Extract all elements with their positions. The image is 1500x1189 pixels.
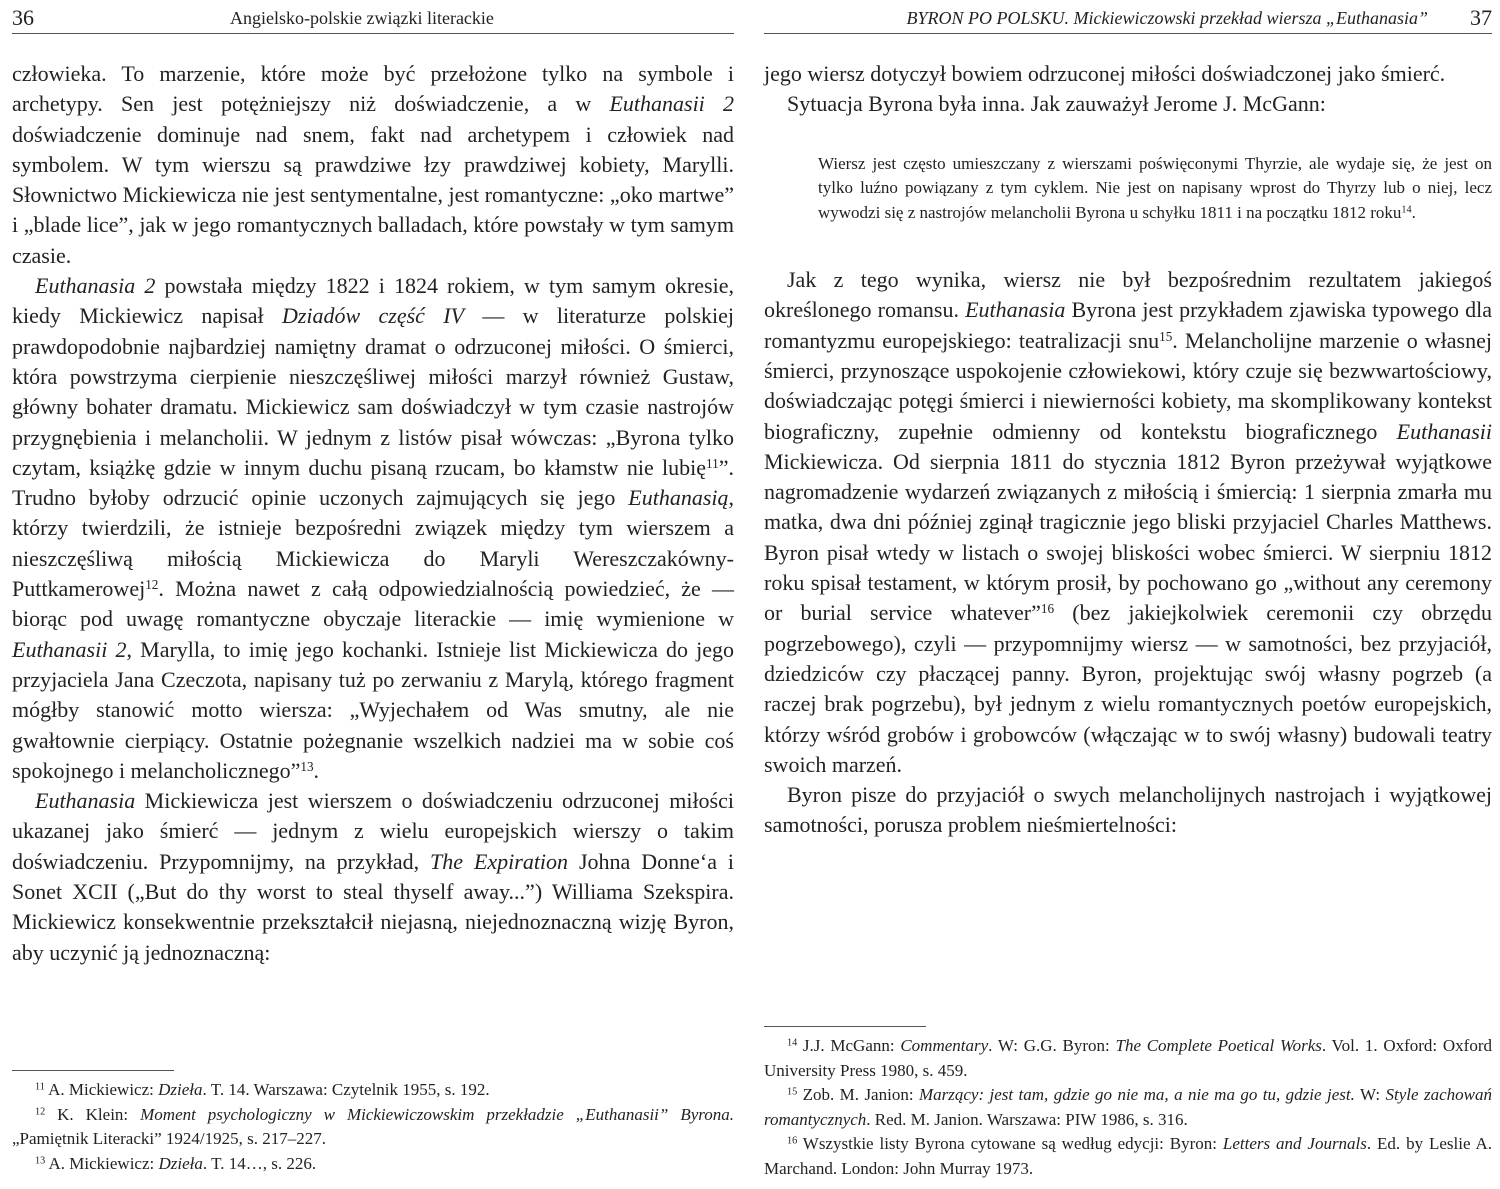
italic-text: Commentary [900, 1036, 989, 1055]
footnote [764, 1132, 1492, 1181]
text-run: . T. 14. Warszawa: Czytelnik 1955, s. 192. [202, 1080, 490, 1099]
text-run: — w literaturze polskiej prawdopodobnie najbardziej namiętny dramat o odrzuconej miłości. O śmierci, która powstrzyma cierpienie nieszczęśliwej miłości marzył również Gustaw, główny bohater dramatu. Mickiewicz sam doświadczył w tym czasie nastrojów przygnębienia i melancholii. W jednym z listów pisał wówczas: „Byrona tylko czytam, książkę gdzie w innym duchu pisaną rzucam, bo kłamstw nie lubię [12, 303, 734, 480]
text-run: (bez jakiejkolwiek ceremonii czy obrzędu pogrzebowego), czyli — przypomnijmy wiersz — w samotności, bez przyjaciół, dziedziców czy płaczącej panny. Byron, projektując swój własny pogrzeb (a raczej brak pogrzebu), był jednym z wielu romantycznych poetów europejskich, którzy wśród grobów i grobowców (włączając w to swój własny) budowali teatry swoich marzeń. [764, 600, 1492, 777]
footnote-ref: 15 [787, 1086, 798, 1098]
paragraph [12, 271, 734, 786]
body-text-left [12, 59, 734, 968]
footnotes-right [764, 1034, 1492, 1181]
italic-text: Moment psychologiczny w Mickiewiczowskim przekładzie „Euthanasii” Byrona. [140, 1104, 734, 1124]
footnote-ref: 14 [1401, 203, 1412, 215]
italic-text: The Complete Poetical Works [1115, 1036, 1322, 1055]
text-run: ”. Trudno byłoby odrzucić opinie uczonych zajmujących się jego [12, 454, 734, 511]
text-run: A. Mickiewicz: [44, 1080, 159, 1099]
text-run: Jak z tego wynika, wiersz nie był bezpośrednim rezultatem jakiegoś określonego romansu. [764, 267, 1492, 323]
footnote-ref: 12 [145, 576, 159, 592]
italic-text: Euthanasii 2 [609, 91, 734, 117]
footnote-ref: 16 [1040, 601, 1055, 617]
text-run: . Vol. 1. Oxford: Oxford University Press 1980, s. 459. [764, 1036, 1492, 1080]
text-run: . Red. M. Janion. Warszawa: PIW 1986, s. 316. [866, 1109, 1188, 1129]
text-run: . Można nawet z całą odpowiedzialnością powiedzieć, że — biorąc pod uwagę romantyczne obyczaje literackie — imię wymienione w [12, 576, 734, 632]
text-run: Mickiewicza jest wierszem o doświadczeniu odrzuconej miłości ukazanej jako śmierć — jednym z wielu europejskich wierszy o takim doświadczeniu. Przypomnijmy, na przykład, [12, 788, 734, 874]
header-rule-left [12, 33, 734, 34]
footnote-ref: 12 [35, 1105, 46, 1117]
running-head-right [764, 6, 1492, 30]
text-run: . W: G.G. Byron: [988, 1036, 1116, 1055]
paragraph [764, 59, 1492, 89]
text-run: jego wiersz dotyczył bowiem odrzuconej miłości doświadczonej jako śmierć. [764, 61, 1446, 86]
paragraph [12, 59, 734, 271]
text-run: . [1411, 202, 1416, 222]
italic-text: Euthanasii [1396, 418, 1492, 444]
header-rule-right [764, 33, 1492, 34]
text-run: Wszystkie listy Byrona cytowane są według edycji: Byron: [797, 1134, 1223, 1153]
text-run: doświadczenie dominuje nad snem, fakt nad archetypem i człowiek nad symbolem. W tym wierszu są prawdziwe łzy prawdziwej kobiety, Marylli. Słownictwo Mickiewicza nie jest sentymentalne, jest romantyczne: „oko martwe” i „blade lice”, jak w jego romantycznych balladach, które powstały w tym samym czasie. [12, 121, 734, 268]
text-run: A. Mickiewicz: [45, 1153, 159, 1173]
italic-text: Euthanasia [965, 297, 1066, 323]
text-run: . T. 14…, s. 226. [202, 1153, 317, 1173]
footnote-rule-right [764, 1026, 926, 1027]
italic-text: Euthanasia 2 [35, 273, 156, 299]
text-run: . Ed. by Leslie A. Marchand. London: John Murray 1973. [764, 1134, 1492, 1178]
italic-text: Dziadów część IV [281, 303, 465, 329]
footnote [764, 1034, 1492, 1083]
text-run: J.J. McGann: [797, 1036, 901, 1055]
paragraphs-before-quote [764, 59, 1492, 120]
paragraphs-after-quote [764, 265, 1492, 841]
italic-text: Marzący: jest tam, gdzie go nie ma, a nie ma go tu, gdzie jest. [918, 1085, 1355, 1104]
paragraph [764, 780, 1492, 841]
footnote-ref: 13 [35, 1154, 46, 1166]
text-run: W: [1354, 1085, 1386, 1104]
text-run: Johna Donne‘a i Sonet XCII („But do thy worst to steal thyself away...”) Williama Szekspira. Mickiewicz konsekwentnie przekształcił niejasną, niejednoznaczną wizję Byron, aby uczynić ją jednoznaczną: [12, 848, 734, 965]
right-page [764, 0, 1492, 1189]
running-head-left [12, 6, 734, 30]
footnote [12, 1078, 734, 1103]
footnote [12, 1152, 734, 1177]
italic-text: Dzieła [158, 1080, 203, 1099]
text-run: człowieka. To marzenie, które może być przełożone tylko na symbole i archetypy. Sen jest potężniejszy niż doświadczenie, a w [12, 61, 734, 117]
page-number-left: 36 [12, 5, 34, 30]
text-run: . Melancholijne marzenie o własnej śmierci, przynoszące uspokojenie człowiekowi, który czuje się bezwwartościowy, doświadczając potęgi śmierci i niewierności kobiety, ma skomplikowany kontekst biograficzny, zupełnie odmienny od kontekstu biograficznego [764, 327, 1492, 444]
running-title-left: Angielsko-polskie związki literackie [230, 8, 494, 28]
text-run: Byrona jest przykładem zjawiska typowego dla romantyzmu europejskiego: teatralizacji snu [764, 297, 1492, 353]
footnote-ref: 13 [300, 758, 314, 774]
italic-text: Style zachowań romantycznych [764, 1085, 1492, 1129]
footnote-ref: 16 [787, 1135, 798, 1147]
text-run: Sytuacja Byrona była inna. Jak zauważył Jerome J. McGann: [787, 91, 1326, 117]
text-run: powstała między 1822 i 1824 rokiem, w tym samym okresie, kiedy Mickiewicz napisał [12, 273, 735, 329]
italic-text: Euthanasią [628, 485, 729, 511]
text-run: Zob. M. Janion: [797, 1085, 919, 1104]
text-run: , Marylla, to imię jego kochanki. Istnieje list Mickiewicza do jego przyjaciela Jana Czeczota, napisany tuż po zerwaniu z Marylą, którego fragment mógłby stanowić motto wiersza: „Wyjechałem od Was smutny, ale nie gwałtownie cierpiący. Ostatnie pożegnanie wszelkich nadziei ma w sobie coś spokojnego i melancholicznego” [12, 636, 735, 783]
footnote-rule-left [12, 1070, 174, 1071]
paragraph [764, 265, 1492, 780]
text-run: Wiersz jest często umieszczany z wierszami poświęconymi Thyrzie, ale wydaje się, że jest on tylko luźno powiązany z tym cyklem. Nie jest on napisany wprost do Thyrzy lub o niej, lecz wywodzi się z nastrojów melancholii Byrona u schyłku 1811 i na początku 1812 roku [818, 153, 1492, 222]
footnote-ref: 11 [35, 1081, 45, 1093]
italic-text: The Expiration [430, 848, 569, 874]
footnote [12, 1103, 734, 1152]
italic-text: Euthanasia [35, 788, 136, 814]
paragraph [764, 89, 1492, 119]
text-run: „Pamiętnik Literacki” 1924/1925, s. 217–227. [12, 1129, 326, 1148]
italic-text: Euthanasii 2 [12, 636, 127, 662]
footnote [764, 1083, 1492, 1132]
text-run: K. Klein: [45, 1104, 141, 1124]
block-quote [764, 152, 1492, 226]
text-run: , którzy twierdzili, że istnieje bezpośredni związek między tym wierszem a nieszczęśliwą miłością Mickiewicza do Maryli Wereszczakówny-Puttkamerowej [12, 485, 734, 602]
text-run: Byron pisze do przyjaciół o swych melancholijnych nastrojach i wyjątkowej samotności, porusza problem nieśmiertelności: [764, 782, 1492, 838]
paragraph [12, 786, 734, 968]
text-run: Mickiewicza. Od sierpnia 1811 do stycznia 1812 Byron przeżywał wyjątkowe nagromadzenie wydarzeń związanych z miłością i śmiercią: 1 sierpnia zmarła mu matka, dwa dni później zginął tragicznie jego bliski przyjaciel Charles Matthews. Byron pisał wtedy w listach o swojej bliskości wobec śmierci. W sierpniu 1812 roku spisał testament, w którym prosił, by pochowano go „without any ceremony or burial service whatever” [764, 448, 1492, 626]
italic-text: Dzieła [158, 1153, 203, 1173]
text-run: . [313, 757, 320, 783]
footnotes-left [12, 1078, 734, 1176]
running-title-right: BYRON PO POLSKU. Mickiewiczowski przekład wiersza „Euthanasia” [906, 8, 1428, 28]
footnote-ref: 15 [1159, 328, 1173, 344]
page-number-right: 37 [1470, 5, 1492, 30]
italic-text: Letters and Journals [1222, 1134, 1367, 1153]
left-page [12, 0, 734, 1189]
footnote-ref: 14 [787, 1037, 798, 1049]
body-text-right [764, 59, 1492, 841]
footnote-ref: 11 [706, 455, 719, 471]
